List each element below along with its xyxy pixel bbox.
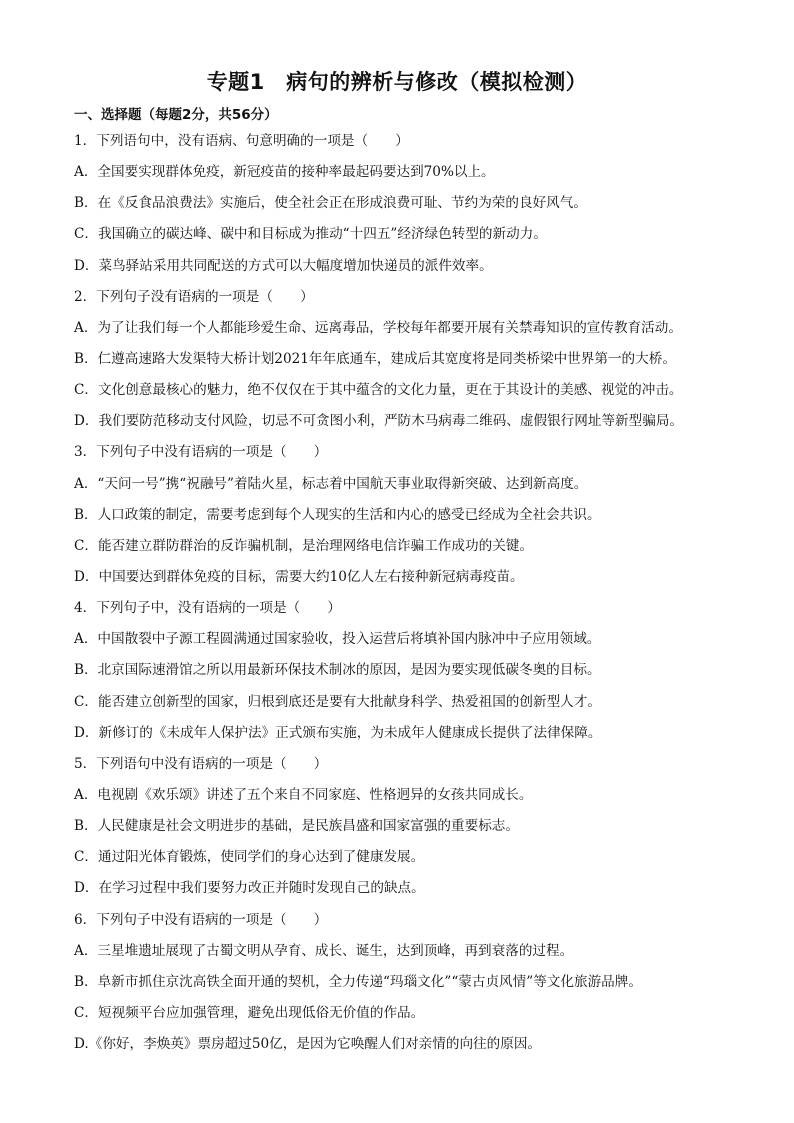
- option-d: D．中国要达到群体免疫的目标，需要大约10亿人左右接种新冠病毒疫苗。: [74, 568, 524, 585]
- option-a: A．全国要实现群体免疫，新冠疫苗的接种率最起码要达到70%以上。: [74, 164, 495, 181]
- option-b: B．阜新市抓住京沈高铁全面开通的契机，全力传递“玛瑙文化”“蒙古贞风情”等文化旅游品牌。: [74, 973, 642, 990]
- option-c: C．能否建立创新型的国家，归根到底还是要有大批献身科学、热爱祖国的创新型人才。: [74, 693, 601, 710]
- question-stem: 4．下列句子中，没有语病的一项是（ ）: [74, 600, 341, 617]
- option-b: B．仁遵高速路大发渠特大桥计划2021年年底通车，建成后其宽度将是同类桥梁中世界第一的大桥。: [74, 350, 676, 367]
- question-stem: 2．下列句子没有语病的一项是（ ）: [74, 288, 314, 305]
- option-c: C．能否建立群防群治的反诈骗机制，是治理网络电信诈骗工作成功的关键。: [74, 537, 533, 554]
- section-heading: 一、选择题（每题2分，共56分）: [74, 107, 278, 123]
- option-d: D．在学习过程中我们要努力改正并随时发现自己的缺点。: [74, 880, 425, 897]
- question-stem: 5．下列语句中没有语病的一项是（ ）: [74, 755, 328, 772]
- option-b: B．人口政策的制定，需要考虑到每个人现实的生活和内心的感受已经成为全社会共识。: [74, 506, 601, 523]
- option-b: B．北京国际速滑馆之所以用最新环保技术制冰的原因，是因为要实现低碳冬奥的目标。: [74, 662, 601, 679]
- page-title: 专题1 病句的辨析与修改（模拟检测）: [206, 70, 588, 94]
- option-b: B．人民健康是社会文明进步的基础，是民族昌盛和国家富强的重要标志。: [74, 818, 519, 835]
- option-c: C．通过阳光体育锻炼，使同学们的身心达到了健康发展。: [74, 849, 425, 866]
- question-stem: 3．下列句子中没有语病的一项是（ ）: [74, 444, 328, 461]
- option-d: D．我们要防范移动支付风险，切忌不可贪图小利，严防木马病毒二维码、虚假银行网址等新型骗局。: [74, 413, 684, 430]
- option-a: A．三星堆遗址展现了古蜀文明从孕育、成长、诞生，达到顶峰，再到衰落的过程。: [74, 942, 574, 959]
- option-c: C．文化创意最核心的魅力，绝不仅仅在于其中蕴含的文化力量，更在于其设计的美感、视觉的冲击。: [74, 382, 683, 399]
- option-c: C．短视频平台应加强管理，避免出现低俗无价值的作品。: [74, 1004, 425, 1021]
- question-stem: 1．下列语句中，没有语病、句意明确的一项是（ ）: [74, 133, 409, 149]
- option-a: A．中国散裂中子源工程圆满通过国家验收，投入运营后将填补国内脉冲中子应用领域。: [74, 631, 601, 648]
- question-list: [74, 126, 754, 1060]
- option-d: D.《你好，李焕英》票房超过50亿，是因为它唤醒人们对亲情的向往的原因。: [74, 1036, 542, 1053]
- option-d: D．菜鸟驿站采用共同配送的方式可以大幅度增加快递员的派件效率。: [74, 257, 493, 274]
- option-c: C．我国确立的碳达峰、碳中和目标成为推动“十四五”经济绿色转型的新动力。: [74, 226, 547, 243]
- option-a: A．为了让我们每一个人都能珍爱生命、远离毒品，学校每年都要开展有关禁毒知识的宣传教育活动。: [74, 319, 682, 336]
- question-stem: 6．下列句子中没有语病的一项是（ ）: [74, 911, 328, 928]
- option-b: B．在《反食品浪费法》实施后，使全社会正在形成浪费可耻、节约为荣的良好风气。: [74, 195, 587, 212]
- option-a: A．“天问一号”携“祝融号”着陆火星，标志着中国航天事业取得新突破、达到新高度。: [74, 475, 588, 492]
- option-a: A．电视剧《欢乐颂》讲述了五个来自不同家庭、性格迥异的女孩共同成长。: [74, 786, 533, 803]
- option-d: D．新修订的《未成年人保护法》正式颁布实施，为未成年人健康成长提供了法律保障。: [74, 724, 602, 741]
